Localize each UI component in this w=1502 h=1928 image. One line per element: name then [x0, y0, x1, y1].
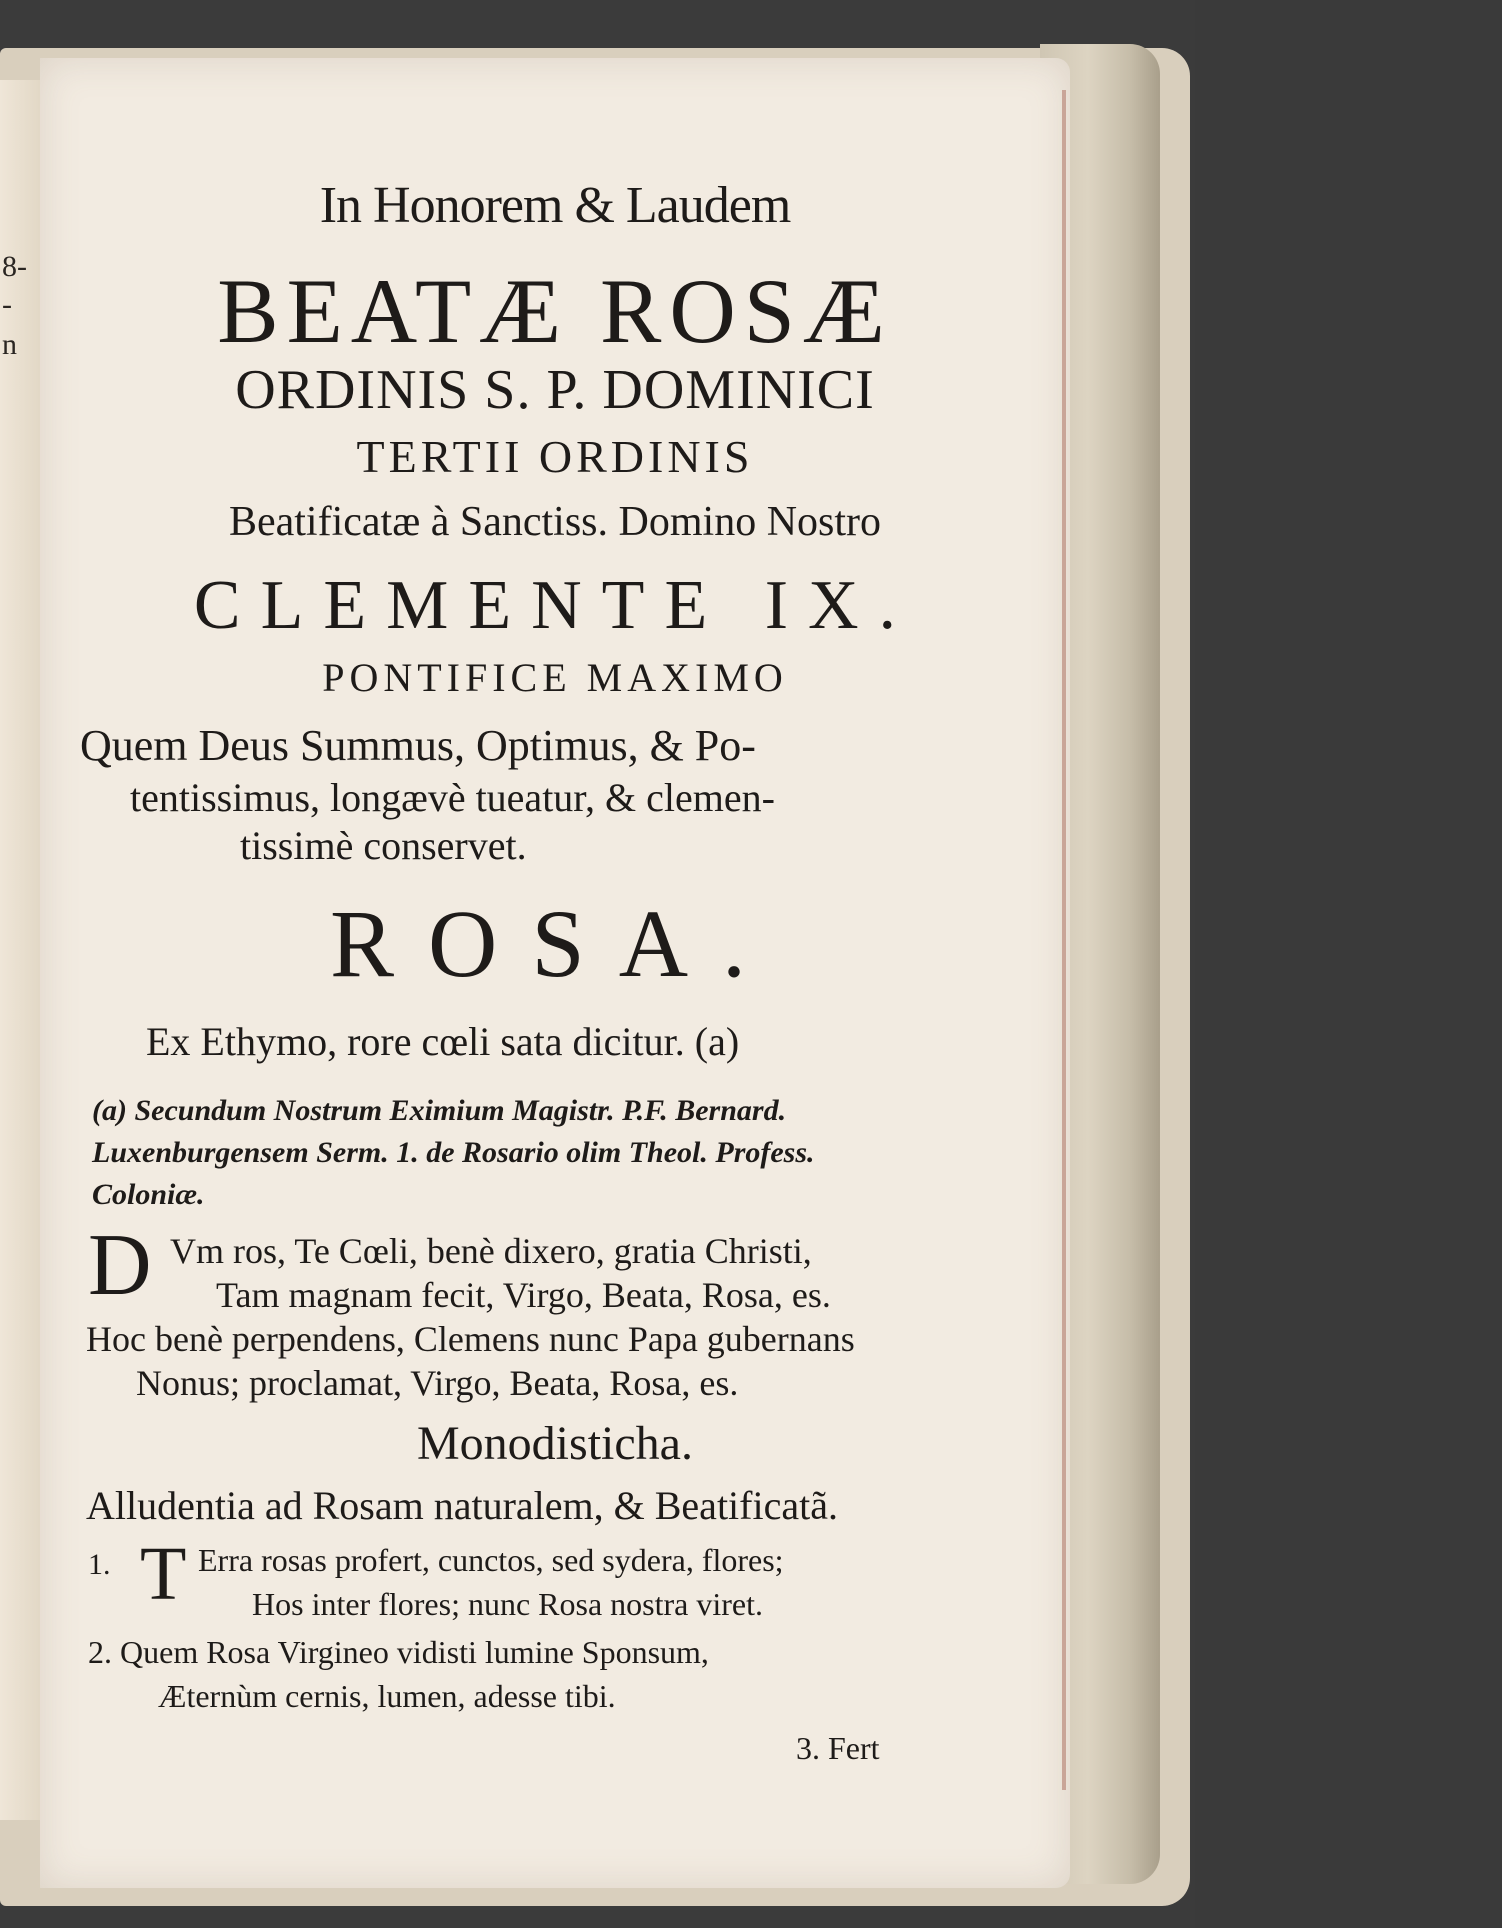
item2-line-2: Æternùm cernis, lumen, adesse tibi.: [158, 1678, 616, 1714]
book-page: [40, 58, 1070, 1888]
drop-cap-d: D: [88, 1217, 152, 1314]
poem-line-4: Nonus; proclamat, Virgo, Beata, Rosa, es.: [136, 1363, 739, 1403]
item2-line-1: 2. Quem Rosa Virgineo vidisti lumine Sponsum,: [88, 1634, 709, 1670]
prev-page-fragment: n: [2, 328, 17, 361]
dedication-line-2: tentissimus, longævè tueatur, & clemen-: [130, 775, 775, 820]
poem-line-3: Hoc benè perpendens, Clemens nunc Papa gubernans: [86, 1319, 855, 1359]
page-edge-red: [1062, 90, 1066, 1790]
title-pontifice: PONTIFICE MAXIMO: [322, 655, 788, 700]
title-ordinis-dominici: ORDINIS S. P. DOMINICI: [235, 359, 875, 421]
catchword: 3. Fert: [796, 1730, 880, 1766]
heading-monodisticha: Monodisticha.: [417, 1417, 693, 1470]
ethymo-line: Ex Ethymo, rore cœli sata dicitur. (a): [146, 1019, 740, 1064]
footnote-line-1: (a) Secundum Nostrum Eximium Magistr. P.F. Bernard.: [92, 1094, 787, 1127]
footnote-line-2: Luxenburgensem Serm. 1. de Rosario olim Theol. Profess.: [92, 1136, 815, 1169]
poem-line-1: Vm ros, Te Cœli, benè dixero, gratia Christi,: [170, 1231, 812, 1271]
poem-line-2: Tam magnam fecit, Virgo, Beata, Rosa, es.: [216, 1275, 831, 1315]
prev-page-fragment: -: [2, 288, 12, 321]
title-tertii-ordinis: TERTII ORDINIS: [356, 431, 754, 482]
beatificatae-line: Beatificatæ à Sanctiss. Domino Nostro: [228, 499, 882, 545]
item1-line-1: Erra rosas profert, cunctos, sed sydera, flores;: [198, 1542, 784, 1578]
title-line-honorem: In Honorem & Laudem: [319, 177, 791, 234]
title-rosa: ROSA.: [329, 890, 781, 997]
item1-line-2: Hos inter flores; nunc Rosa nostra viret.: [252, 1586, 763, 1622]
prev-page-fragment: 8-: [2, 250, 27, 283]
desk-background: [1195, 0, 1502, 1928]
item-number-1: 1.: [88, 1548, 111, 1581]
title-beatae-rosae: BEATÆ ROSÆ: [217, 260, 893, 362]
title-clemente: CLEMENTE IX.: [193, 567, 917, 644]
previous-page-edge: [0, 80, 43, 1820]
subheading-alludentia: Alludentia ad Rosam naturalem, & Beatificatã.: [86, 1483, 838, 1528]
dedication-line-3: tissimè conservet.: [240, 823, 527, 868]
footnote-line-3: Coloniæ.: [92, 1178, 205, 1211]
drop-cap-t: T: [140, 1532, 187, 1616]
dedication-line-1: Quem Deus Summus, Optimus, & Po-: [80, 721, 756, 770]
